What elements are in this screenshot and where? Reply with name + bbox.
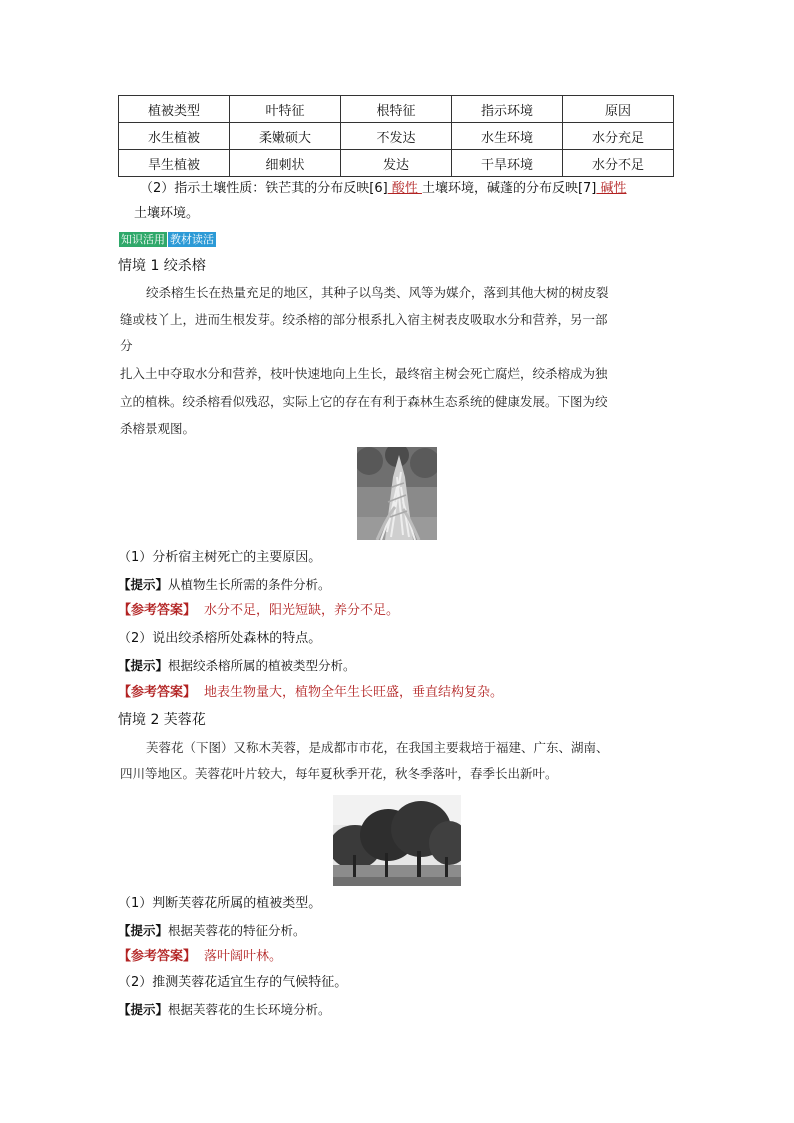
hibiscus-tree-photo (333, 795, 461, 886)
scenario-1-question-2: （2）说出绞杀榕所处森林的特点。 (118, 631, 322, 646)
scenario-2-question-2: （2）推测芙蓉花适宜生存的气候特征。 (118, 975, 348, 990)
table-header-cell: 根特征 (341, 96, 452, 123)
scenario-2-title: 情境 2 芙蓉花 (118, 712, 206, 728)
scenario-1-question-1: （1）分析宿主树死亡的主要原因。 (118, 550, 322, 565)
table-cell: 细刺状 (230, 150, 341, 177)
section-tags (119, 232, 216, 247)
answer-label: 【参考答案】 (118, 949, 197, 964)
scenario-2-hint-1 (118, 922, 306, 940)
scenario-1-hint-2 (118, 657, 356, 675)
soil-indicator-line-2 (134, 205, 199, 223)
paragraph-line: 分 (120, 338, 133, 353)
table-header-cell: 原因 (563, 96, 674, 123)
strangler-fig-photo (357, 447, 437, 540)
table-cell: 柔嫩硕大 (230, 123, 341, 150)
answer-label: 【参考答案】 (118, 685, 197, 700)
table-cell: 干旱环境 (452, 150, 563, 177)
hint-label: 【提示】 (118, 658, 169, 673)
paragraph-line: 扎入土中夺取水分和营养，枝叶快速地向上生长，最终宿主树会死亡腐烂，绞杀榕成为独 (120, 366, 608, 381)
table-cell: 水分充足 (563, 123, 674, 150)
table-header-cell: 指示环境 (452, 96, 563, 123)
paragraph-line: 缝或枝丫上，进而生根发芽。绞杀榕的部分根系扎入宿主树表皮吸取水分和营养，另一部 (120, 312, 608, 327)
answer-text: 水分不足，阳光短缺，养分不足。 (204, 603, 400, 618)
scenario-1-title: 情境 1 绞杀榕 (118, 258, 206, 274)
scenario-2-answer-1 (118, 947, 282, 967)
tag-textbook-read: 教材读活 (170, 233, 214, 246)
hint-text: 根据芙蓉花的特征分析。 (168, 923, 306, 938)
table-row (119, 123, 674, 150)
scenario-2-question-1: （1）判断芙蓉花所属的植被类型。 (118, 896, 322, 911)
soil-answer-acid: 酸性 (387, 181, 422, 196)
table-cell: 水分不足 (563, 150, 674, 177)
vegetation-table (118, 95, 674, 177)
hint-text: 根据绞杀榕所属的植被类型分析。 (168, 658, 356, 673)
paragraph-line: 立的植株。绞杀榕看似残忍，实际上它的存在有利于森林生态系统的健康发展。下图为绞 (120, 394, 608, 409)
answer-text: 地表生物量大，植物全年生长旺盛，垂直结构复杂。 (204, 685, 504, 700)
answer-label: 【参考答案】 (118, 603, 197, 618)
scenario-2-hint-2 (118, 1001, 331, 1019)
table-cell: 旱生植被 (119, 150, 230, 177)
hint-text: 根据芙蓉花的生长环境分析。 (168, 1002, 331, 1017)
soil-answer-alkaline: 碱性 (596, 181, 627, 196)
soil-indicator-line (140, 180, 627, 198)
table-cell: 水生环境 (452, 123, 563, 150)
table-header-row (119, 96, 674, 123)
table-header-cell: 叶特征 (230, 96, 341, 123)
hint-label: 【提示】 (118, 577, 169, 592)
table-row (119, 150, 674, 177)
table-header-cell: 植被类型 (119, 96, 230, 123)
hint-text: 从植物生长所需的条件分析。 (168, 577, 331, 592)
answer-text: 落叶阔叶林。 (204, 949, 283, 964)
table-cell: 水生植被 (119, 123, 230, 150)
table-cell: 发达 (341, 150, 452, 177)
hint-label: 【提示】 (118, 1002, 169, 1017)
tag-knowledge-apply: 知识活用 (121, 233, 165, 246)
scenario-1-answer-1 (118, 601, 399, 621)
paragraph-line: 四川等地区。芙蓉花叶片较大，每年夏秋季开花，秋冬季落叶，春季长出新叶。 (120, 766, 558, 781)
table-cell: 不发达 (341, 123, 452, 150)
paragraph-line: 芙蓉花（下图）又称木芙蓉，是成都市市花，在我国主要栽培于福建、广东、湖南、 (146, 740, 609, 755)
soil-text-3: 土壤环境。 (134, 206, 200, 221)
scenario-1-hint-1 (118, 576, 331, 594)
paragraph-line: 杀榕景观图。 (120, 421, 196, 436)
scenario-1-answer-2 (118, 683, 503, 703)
soil-text-1: （2）指示土壤性质：铁芒萁的分布反映[6] (140, 181, 388, 196)
hint-label: 【提示】 (118, 923, 169, 938)
paragraph-line: 绞杀榕生长在热量充足的地区，其种子以鸟类、风等为媒介，落到其他大树的树皮裂 (146, 285, 609, 300)
soil-text-2: 土壤环境，碱蓬的分布反映[7] (421, 181, 597, 196)
